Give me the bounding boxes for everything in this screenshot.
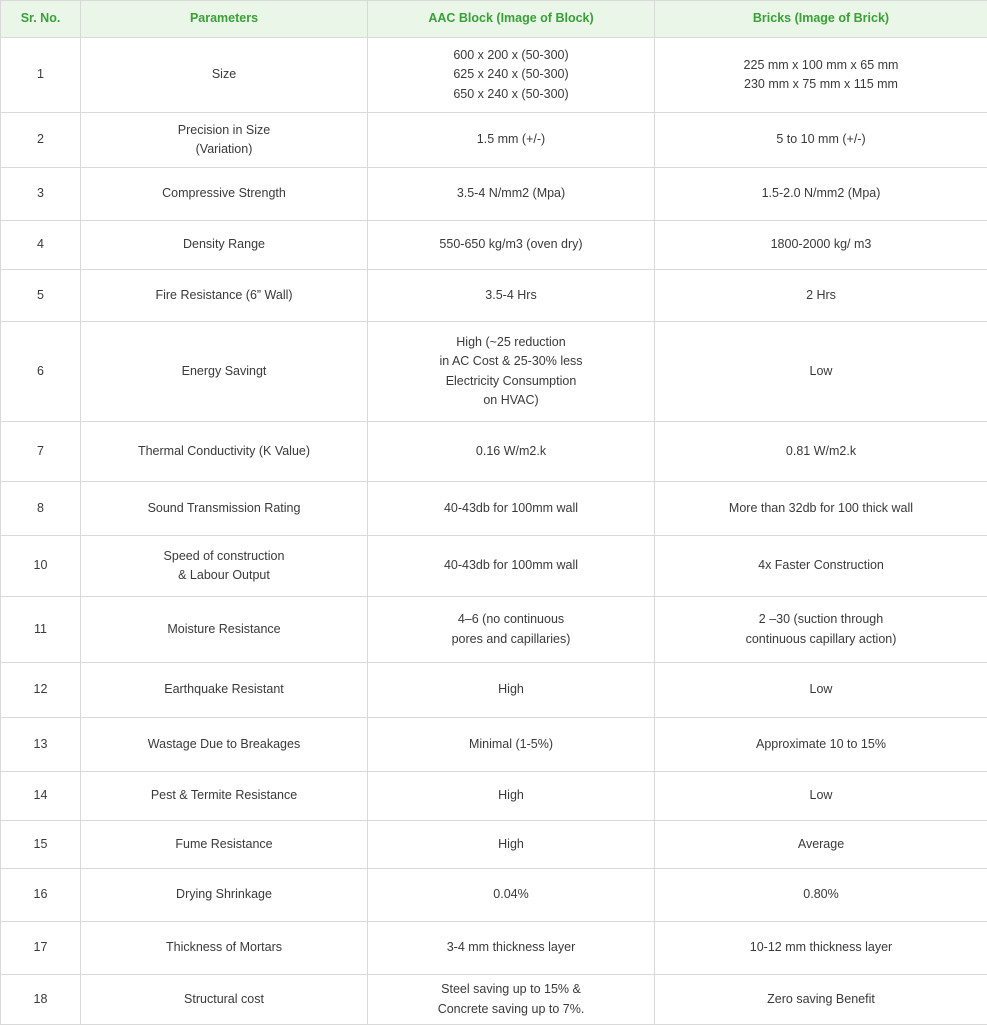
cell-line: 225 mm x 100 mm x 65 mm: [661, 56, 981, 76]
cell-line: 10-12 mm thickness layer: [661, 938, 981, 958]
cell-brick-value: [655, 975, 987, 1025]
cell-line: Electricity Consumption: [374, 372, 648, 392]
table-row: [1, 597, 987, 663]
cell-sr-no: 4: [1, 221, 81, 270]
cell-brick-value: [655, 221, 987, 270]
cell-line: Fire Resistance (6” Wall): [87, 286, 361, 306]
header-row: [1, 1, 987, 38]
cell-line: Structural cost: [87, 990, 361, 1010]
cell-line: 0.16 W/m2.k: [374, 442, 648, 462]
cell-line: Moisture Resistance: [87, 620, 361, 640]
cell-line: Steel saving up to 15% &: [374, 980, 648, 1000]
cell-line: 4x Faster Construction: [661, 556, 981, 576]
cell-line: Minimal (1-5%): [374, 735, 648, 755]
cell-brick-value: [655, 536, 987, 597]
cell-line: continuous capillary action): [661, 630, 981, 650]
cell-line: 2 Hrs: [661, 286, 981, 306]
cell-line: Pest & Termite Resistance: [87, 786, 361, 806]
table-row: [1, 422, 987, 482]
cell-line: Low: [661, 680, 981, 700]
cell-aac-value: [368, 922, 655, 975]
cell-line: 0.80%: [661, 885, 981, 905]
cell-line: High: [374, 680, 648, 700]
cell-line: 600 x 200 x (50-300): [374, 46, 648, 66]
cell-parameter: [81, 663, 368, 718]
cell-aac-value: [368, 663, 655, 718]
cell-brick-value: [655, 772, 987, 821]
cell-parameter: [81, 168, 368, 221]
cell-sr-no: 12: [1, 663, 81, 718]
cell-line: 3.5-4 N/mm2 (Mpa): [374, 184, 648, 204]
cell-aac-value: [368, 597, 655, 663]
cell-line: (Variation): [87, 140, 361, 160]
table-row: [1, 168, 987, 221]
cell-parameter: [81, 482, 368, 536]
cell-aac-value: [368, 322, 655, 422]
cell-aac-value: [368, 536, 655, 597]
cell-aac-value: [368, 975, 655, 1025]
cell-brick-value: [655, 38, 987, 113]
cell-aac-value: [368, 718, 655, 772]
header-sr-no: Sr. No.: [1, 1, 81, 38]
cell-line: Drying Shrinkage: [87, 885, 361, 905]
cell-brick-value: [655, 482, 987, 536]
cell-parameter: [81, 113, 368, 168]
cell-aac-value: [368, 482, 655, 536]
cell-line: 3.5-4 Hrs: [374, 286, 648, 306]
cell-line: Energy Savingt: [87, 362, 361, 382]
cell-aac-value: [368, 270, 655, 322]
cell-brick-value: [655, 322, 987, 422]
table-row: [1, 113, 987, 168]
cell-line: 1800-2000 kg/ m3: [661, 235, 981, 255]
cell-sr-no: 7: [1, 422, 81, 482]
cell-line: Sound Transmission Rating: [87, 499, 361, 519]
cell-line: High: [374, 835, 648, 855]
cell-line: Low: [661, 786, 981, 806]
header-aac-block: AAC Block (Image of Block): [368, 1, 655, 38]
cell-line: 2 –30 (suction through: [661, 610, 981, 630]
table-row: [1, 322, 987, 422]
cell-parameter: [81, 922, 368, 975]
cell-sr-no: 15: [1, 821, 81, 869]
cell-sr-no: 5: [1, 270, 81, 322]
cell-line: 550-650 kg/m3 (oven dry): [374, 235, 648, 255]
cell-line: Average: [661, 835, 981, 855]
table-header: [1, 1, 987, 38]
cell-sr-no: 16: [1, 869, 81, 922]
cell-line: 230 mm x 75 mm x 115 mm: [661, 75, 981, 95]
cell-aac-value: [368, 869, 655, 922]
cell-line: High (~25 reduction: [374, 333, 648, 353]
cell-parameter: [81, 38, 368, 113]
cell-sr-no: 11: [1, 597, 81, 663]
cell-sr-no: 13: [1, 718, 81, 772]
cell-line: Size: [87, 65, 361, 85]
cell-line: Low: [661, 362, 981, 382]
cell-aac-value: [368, 422, 655, 482]
cell-parameter: [81, 270, 368, 322]
cell-brick-value: [655, 597, 987, 663]
cell-brick-value: [655, 718, 987, 772]
cell-line: Precision in Size: [87, 121, 361, 141]
cell-parameter: [81, 422, 368, 482]
cell-line: on HVAC): [374, 391, 648, 411]
cell-aac-value: [368, 772, 655, 821]
cell-sr-no: 6: [1, 322, 81, 422]
cell-line: Thickness of Mortars: [87, 938, 361, 958]
cell-brick-value: [655, 168, 987, 221]
table-row: [1, 772, 987, 821]
table-row: [1, 869, 987, 922]
table-row: [1, 221, 987, 270]
cell-sr-no: 3: [1, 168, 81, 221]
cell-line: 0.81 W/m2.k: [661, 442, 981, 462]
cell-line: Compressive Strength: [87, 184, 361, 204]
table-row: [1, 922, 987, 975]
cell-line: Approximate 10 to 15%: [661, 735, 981, 755]
table-row: [1, 718, 987, 772]
header-bricks: Bricks (Image of Brick): [655, 1, 987, 38]
cell-line: 625 x 240 x (50-300): [374, 65, 648, 85]
cell-brick-value: [655, 270, 987, 322]
cell-sr-no: 18: [1, 975, 81, 1025]
cell-line: in AC Cost & 25-30% less: [374, 352, 648, 372]
cell-line: Zero saving Benefit: [661, 990, 981, 1010]
cell-sr-no: 2: [1, 113, 81, 168]
cell-aac-value: [368, 113, 655, 168]
table-row: [1, 270, 987, 322]
cell-line: 650 x 240 x (50-300): [374, 85, 648, 105]
cell-brick-value: [655, 922, 987, 975]
cell-aac-value: [368, 168, 655, 221]
cell-parameter: [81, 221, 368, 270]
table-body: [1, 38, 987, 1025]
cell-parameter: [81, 597, 368, 663]
cell-line: 40-43db for 100mm wall: [374, 499, 648, 519]
cell-line: 1.5 mm (+/-): [374, 130, 648, 150]
cell-aac-value: [368, 821, 655, 869]
cell-brick-value: [655, 663, 987, 718]
cell-line: Thermal Conductivity (K Value): [87, 442, 361, 462]
cell-line: Density Range: [87, 235, 361, 255]
table-row: [1, 663, 987, 718]
cell-aac-value: [368, 38, 655, 113]
cell-parameter: [81, 772, 368, 821]
table-row: [1, 482, 987, 536]
cell-line: 0.04%: [374, 885, 648, 905]
cell-line: 4–6 (no continuous: [374, 610, 648, 630]
cell-parameter: [81, 718, 368, 772]
cell-sr-no: 14: [1, 772, 81, 821]
cell-brick-value: [655, 113, 987, 168]
cell-sr-no: 8: [1, 482, 81, 536]
cell-sr-no: 17: [1, 922, 81, 975]
cell-line: High: [374, 786, 648, 806]
cell-line: Fume Resistance: [87, 835, 361, 855]
cell-sr-no: 10: [1, 536, 81, 597]
cell-line: More than 32db for 100 thick wall: [661, 499, 981, 519]
cell-parameter: [81, 536, 368, 597]
table-row: [1, 536, 987, 597]
cell-line: Concrete saving up to 7%.: [374, 1000, 648, 1020]
cell-parameter: [81, 869, 368, 922]
cell-brick-value: [655, 422, 987, 482]
table-row: [1, 38, 987, 113]
table-row: [1, 975, 987, 1025]
cell-line: 40-43db for 100mm wall: [374, 556, 648, 576]
cell-line: 1.5-2.0 N/mm2 (Mpa): [661, 184, 981, 204]
cell-aac-value: [368, 221, 655, 270]
cell-line: Wastage Due to Breakages: [87, 735, 361, 755]
cell-sr-no: 1: [1, 38, 81, 113]
cell-line: pores and capillaries): [374, 630, 648, 650]
cell-brick-value: [655, 821, 987, 869]
table-row: [1, 821, 987, 869]
header-parameters: Parameters: [81, 1, 368, 38]
cell-line: Earthquake Resistant: [87, 680, 361, 700]
cell-line: 5 to 10 mm (+/-): [661, 130, 981, 150]
cell-line: Speed of construction: [87, 547, 361, 567]
cell-parameter: [81, 322, 368, 422]
cell-parameter: [81, 821, 368, 869]
cell-brick-value: [655, 869, 987, 922]
cell-line: & Labour Output: [87, 566, 361, 586]
cell-line: 3-4 mm thickness layer: [374, 938, 648, 958]
cell-parameter: [81, 975, 368, 1025]
